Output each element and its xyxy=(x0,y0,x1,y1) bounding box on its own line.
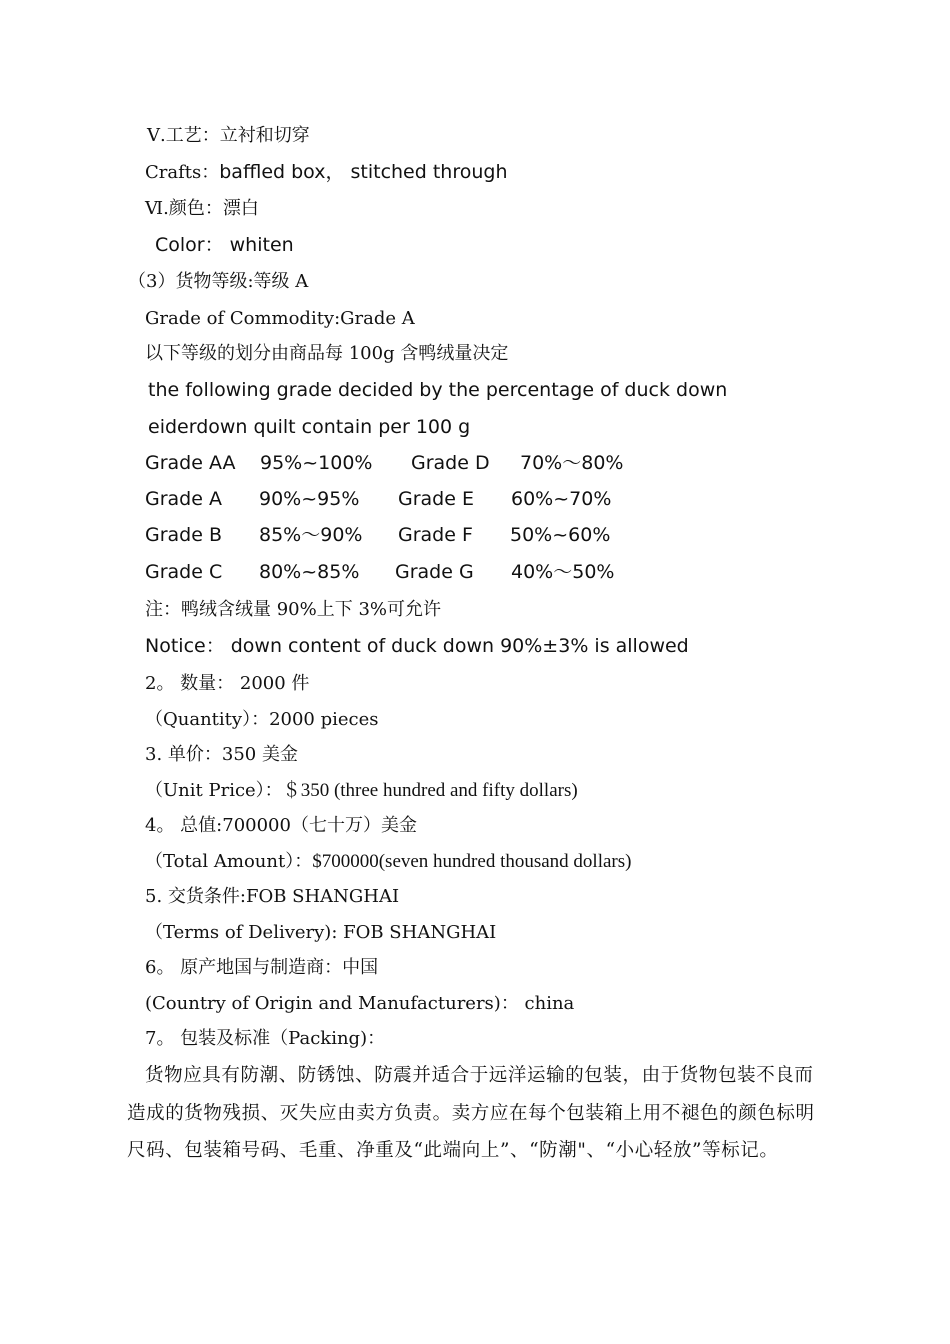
unit-price-en xyxy=(145,779,578,803)
grade-range: 60%~70% xyxy=(511,488,612,510)
total-amount-cn: 4。 总值:700000（七十万）美金 xyxy=(145,815,417,836)
grade-range: 80%~85% xyxy=(259,561,360,583)
unit-price-en-label: （Unit Price）：＄ xyxy=(145,780,301,801)
grade-range: 90%~95% xyxy=(259,488,360,510)
color-cn: Ⅵ.颜色：漂白 xyxy=(145,198,259,219)
craft-cn: Ⅴ.工艺：立衬和切穿 xyxy=(147,125,310,146)
total-amount-en-label: （Total Amount）： xyxy=(145,851,313,872)
craft-en-label: Crafts： xyxy=(145,162,220,183)
grade-name: Grade A xyxy=(145,488,222,510)
quantity-cn: 2。 数量： 2000 件 xyxy=(145,673,310,694)
delivery-cn: 5. 交货条件:FOB SHANGHAI xyxy=(145,886,400,907)
grade-name: Grade B xyxy=(145,524,223,546)
grade-name: Grade C xyxy=(145,561,223,583)
grade-name: Grade F xyxy=(398,524,473,546)
color-en: Color： whiten xyxy=(155,234,294,256)
grade-range: 70%～80% xyxy=(520,452,624,474)
packing-title: 7。 包装及标准（Packing)： xyxy=(145,1028,386,1049)
delivery-en: （Terms of Delivery): FOB SHANGHAI xyxy=(145,922,497,943)
grade-range: 95%~100% xyxy=(260,452,373,474)
total-amount-en-value: $700000(seven hundred thousand dollars) xyxy=(312,851,632,872)
grade-range: 85%～90% xyxy=(259,524,363,546)
grade-note-en-2: eiderdown quilt contain per 100 g xyxy=(148,416,471,438)
grade-note-cn: 以下等级的划分由商品每 100g 含鸭绒量决定 xyxy=(145,343,509,364)
notice-en: Notice： down content of duck down 90%±3% is allowed xyxy=(145,635,689,657)
grade-range: 40%～50% xyxy=(511,561,615,583)
grade-cn: （3）货物等级:等级 A xyxy=(128,271,309,292)
craft-en xyxy=(145,160,508,185)
origin-en: (Country of Origin and Manufacturers)： china xyxy=(145,993,575,1014)
grade-note-en-1: the following grade decided by the percentage of duck down xyxy=(148,379,728,401)
grade-name: Grade E xyxy=(398,488,474,510)
origin-cn: 6。 原产地国与制造商：中国 xyxy=(145,957,379,978)
grade-name: Grade AA xyxy=(145,452,236,474)
notice-cn: 注：鸭绒含绒量 90%上下 3%可允许 xyxy=(145,599,442,620)
total-amount-en xyxy=(145,850,631,874)
grade-range: 50%~60% xyxy=(510,524,611,546)
packing-body-text: 货物应具有防潮、防锈蚀、防震并适合于远洋运输的包装，由于货物包装不良而造成的货物残损、灭失应由卖方负责。卖方应在每个包装箱上用不褪色的颜色标明尺码、包装箱号码、毛重、净重及“此端向上”、“防潮"、“小心轻放”等标记。 xyxy=(127,1065,815,1161)
unit-price-cn: 3. 单价：350 美金 xyxy=(145,744,298,765)
grade-name: Grade D xyxy=(411,452,490,474)
grade-en: Grade of Commodity:Grade A xyxy=(145,308,415,329)
quantity-en: （Quantity）：2000 pieces xyxy=(145,709,379,730)
unit-price-en-value: 350 (three hundred and fifty dollars) xyxy=(300,780,578,801)
packing-body xyxy=(127,1057,823,1170)
craft-en-value: baffled box， stitched through xyxy=(219,161,508,183)
grade-name: Grade G xyxy=(395,561,474,583)
